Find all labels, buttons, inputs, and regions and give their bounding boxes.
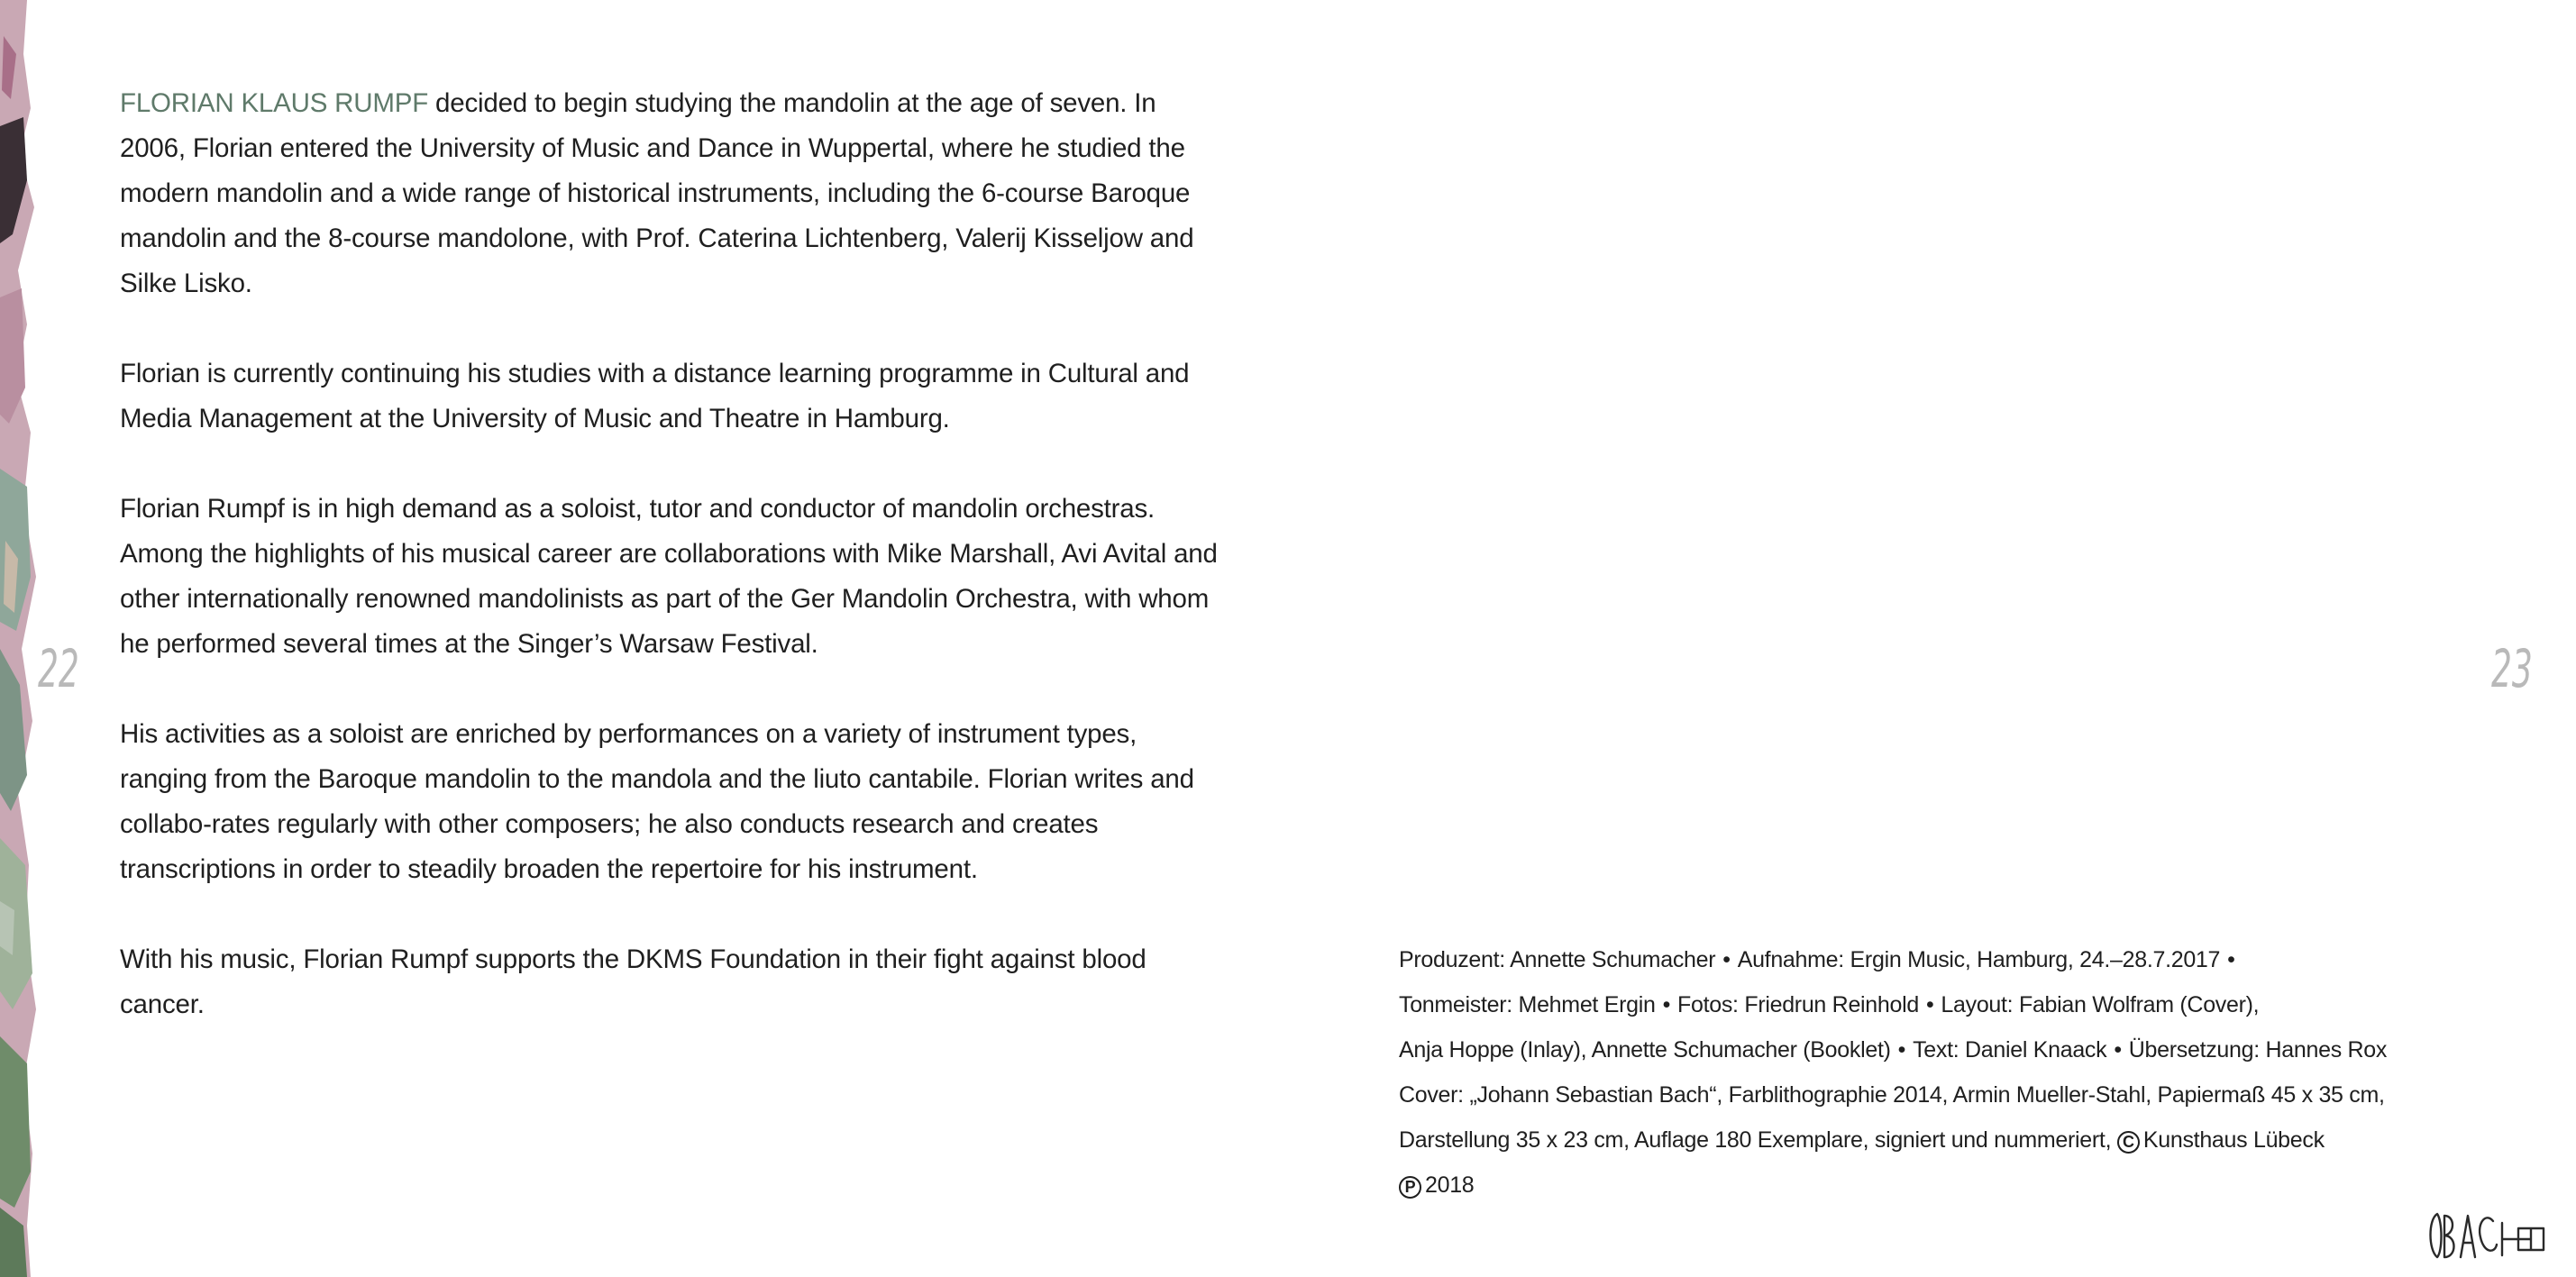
credits-line-4 [1399,1072,2471,1117]
credits-line-5 [1399,1117,2471,1163]
label-logo-icon [2425,1203,2551,1266]
bullet-separator: • [1662,992,1671,1017]
bullet-separator: • [1722,947,1731,972]
bullet-separator: • [2227,947,2235,972]
phonogram-icon: P [1399,1176,1421,1199]
credit-dimensions: Darstellung 35 x 23 cm, Auflage 180 Exemplare, signiert und nummeriert, [1399,1127,2112,1153]
bio-paragraph-5: With his music, Florian Rumpf supports the DKMS Foundation in their fight against blood cancer. [120,944,1146,1019]
bio-paragraph-3: Florian Rumpf is in high demand as a soloist, tutor and conductor of mandolin orchestras. Among the highlights of his musical career are collaborations with Mike Marshall, Avi Avital and other internationally renowned mandolinists as part of the Ger Mandolin Orchestra, with whom he performed several times at the Singer’s Warsaw Festival. [120,494,1218,659]
page-number-right: 23 [2491,638,2533,699]
bio-paragraph-2: Florian is currently continuing his studies with a distance learning programme in Cultural and Media Management at the University of Music and Theatre in Hamburg. [120,359,1190,433]
bio-paragraph-1 [120,81,1219,306]
production-credits [1399,937,2471,1208]
bullet-separator: • [2114,1037,2122,1063]
page-number-left: 22 [38,638,79,699]
credits-line-6 [1399,1163,2471,1208]
credit-sound-engineer: Tonmeister: Mehmet Ergin [1399,992,1656,1017]
copyright-icon: C [2117,1131,2140,1154]
credit-layout-continued: Anja Hoppe (Inlay), Annette Schumacher (Booklet) [1399,1037,1891,1063]
credit-text: Text: Daniel Knaack [1913,1037,2107,1063]
bio-paragraph-4: His activities as a soloist are enriched by performances on a variety of instrument types, ranging from the Baroque mandolin to the mandola and the liuto cantabile. Florian writes and collabo-rates regularly with other composers; he also conducts research and creates transcriptions in order to steadily broaden the repertoire for his instrument. [120,719,1194,884]
credits-line-2 [1399,982,2471,1027]
biography-text [120,81,1219,1072]
bio-paragraph-1-text: decided to begin studying the mandolin at the age of seven. In 2006, Florian entered the University of Music and Dance in Wuppertal, where he studied the modern mandolin and a wide range of historical instruments, including the 6-course Baroque mandolin and the 8-course mandolone, with Prof. Caterina Lichtenberg, Valerij Kisseljow and Silke Lisko. [120,88,1194,298]
credit-layout: Layout: Fabian Wolfram (Cover), [1941,992,2260,1017]
credits-line-3 [1399,1027,2471,1072]
bullet-separator: • [1925,992,1934,1017]
credit-copyright-holder: Kunsthaus Lübeck [2142,1127,2325,1153]
credit-phonogram-year: 2018 [1425,1172,1475,1198]
cover-painting-edge [0,0,43,1277]
credit-photos: Fotos: Friedrun Reinhold [1677,992,1919,1017]
artist-name: FLORIAN KLAUS RUMPF [120,88,429,118]
credit-producer: Produzent: Annette Schumacher [1399,947,1716,972]
credit-cover: Cover: „Johann Sebastian Bach“, Farblithographie 2014, Armin Mueller-Stahl, Papiermaß 45 x 35 cm, [1399,1082,2385,1108]
credits-line-1 [1399,937,2471,982]
credit-translation: Übersetzung: Hannes Rox [2128,1037,2388,1063]
bullet-separator: • [1897,1037,1906,1063]
credit-recording: Aufnahme: Ergin Music, Hamburg, 24.–28.7.2017 [1737,947,2221,972]
